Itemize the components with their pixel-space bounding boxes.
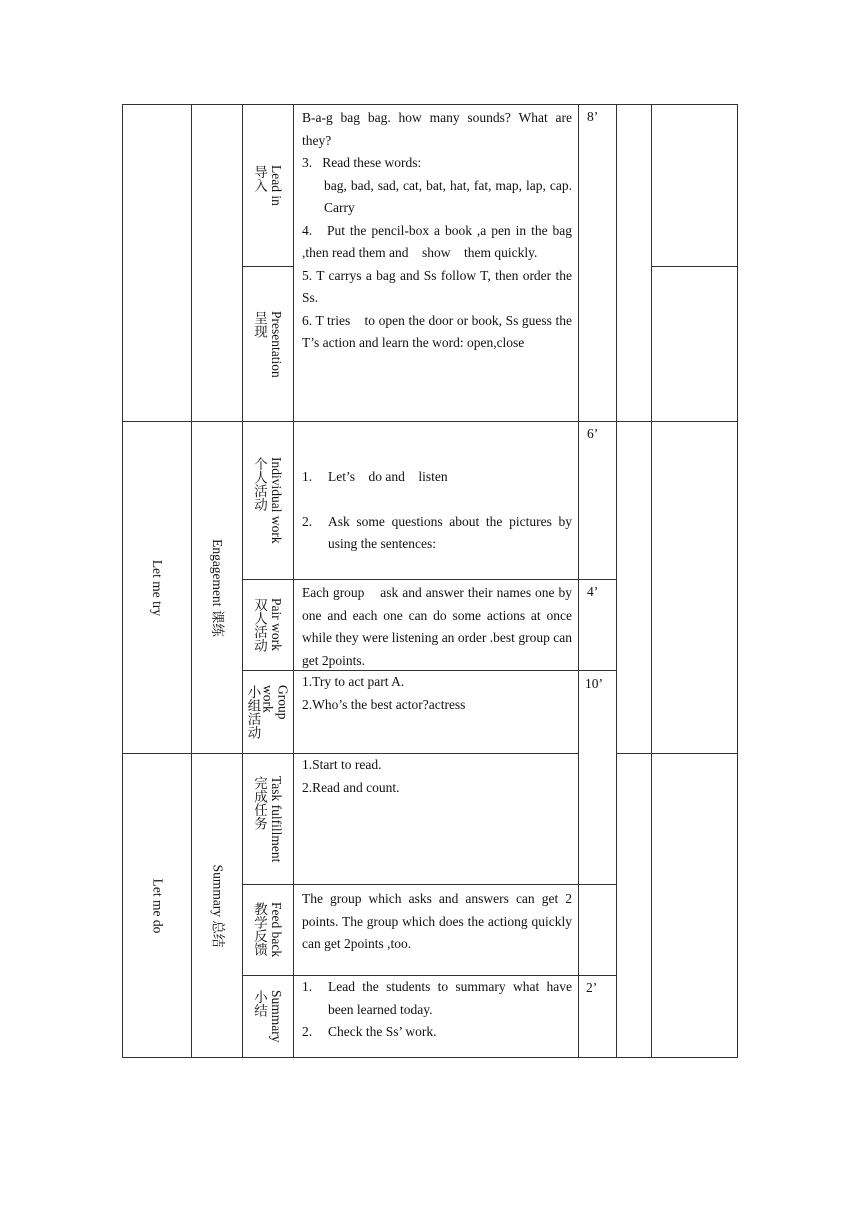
cell-s3-col6 <box>616 753 652 1058</box>
content-task <box>302 754 572 799</box>
time-summary: 2’ <box>586 980 598 995</box>
cell-s1-col7-bottom <box>651 266 738 422</box>
content-group <box>302 671 572 716</box>
individual-item-2: 2. Ask some questions about the pictures by using the sentences: <box>302 513 572 551</box>
cell-s1-col7-top <box>651 104 738 267</box>
stage-summary-zh: 小结 <box>252 990 267 1018</box>
group-line-1: 1.Try to act part A. <box>302 674 405 689</box>
cell-s3-col7 <box>651 753 738 1058</box>
section-title-let-me-try: Let me try <box>149 559 165 616</box>
stage-group-en-1: Group <box>275 685 291 720</box>
content-individual <box>302 466 572 556</box>
leadin-line-5: 5. T carrys a bag and Ss follow T, then order the Ss. <box>302 267 572 305</box>
summary-item-2: 2. Check the Ss’ work. <box>302 1024 437 1039</box>
task-line-1: 1.Start to read. <box>302 757 382 772</box>
stage-pair-en: Pair work <box>269 598 284 651</box>
stage-presentation-en: Presentation <box>269 310 284 378</box>
stage-group-zh: 小组活动 <box>245 685 261 739</box>
leadin-line-6: 6. T tries to open the door or book, Ss guess the T’s action and learn the word: open,close <box>302 312 572 350</box>
time-cell-group <box>578 670 617 885</box>
stage-individual-zh: 个人活动 <box>252 457 267 512</box>
time-cell-summary <box>578 975 617 1058</box>
cell-s1-col2 <box>191 104 243 422</box>
stage-feedback-en: Feed back <box>269 902 284 958</box>
stage-presentation <box>251 311 285 378</box>
time-cell-feedback <box>578 884 617 976</box>
stage-individual-en: Individual work <box>269 457 284 544</box>
section-title-let-me-do: Let me do <box>149 878 165 933</box>
cell-s1-col1 <box>122 104 192 422</box>
stage-individual-work <box>251 457 285 544</box>
time-lead-in: 8’ <box>587 109 599 124</box>
time-group: 10’ <box>585 676 603 691</box>
time-cell-individual <box>578 421 617 580</box>
content-lead-in <box>302 107 572 355</box>
stage-task-fulfillment <box>251 776 285 862</box>
stage-feedback-zh: 教学反馈 <box>252 902 267 957</box>
time-individual: 6’ <box>587 426 599 441</box>
stage-summary-en: Summary <box>269 990 284 1043</box>
individual-item-1: 1. Let’s do and listen <box>302 469 448 484</box>
stage-pair-work <box>251 598 285 652</box>
cell-s2-col6 <box>616 421 652 754</box>
stage-task-en: Task fulfillment <box>269 775 284 863</box>
cell-s1-col6 <box>616 104 652 422</box>
stage-lead-in-zh: 导入 <box>252 165 267 193</box>
content-pair: Each group ask and answer their names one by one and each one can do some actions at once while they were listening an order .best group can get 2points. <box>302 585 572 668</box>
stage-group-en-2: work <box>260 685 276 713</box>
group-line-2: 2.Who’s the best actor?actress <box>302 696 466 712</box>
summary-item-1: 1. Lead the students to summary what have been learned today. <box>302 979 572 1017</box>
cell-s2-col7 <box>651 421 738 754</box>
stage-presentation-zh: 呈现 <box>252 310 267 338</box>
phase-engagement: Engagement 课练 <box>210 538 226 637</box>
stage-summary <box>251 990 285 1043</box>
content-feedback: The group which asks and answers can get 2 points. The group which does the actiong quickly can get 2points ,too. <box>302 891 572 951</box>
time-cell-lead-in <box>578 104 617 422</box>
stage-lead-in-en: Lead in <box>269 165 284 206</box>
stage-lead-in <box>251 165 285 206</box>
leadin-line-1: B-a-g bag bag. how many sounds? What are they? <box>302 110 572 148</box>
task-line-2: 2.Read and count. <box>302 779 400 795</box>
stage-feed-back <box>251 902 285 957</box>
content-summary <box>302 976 572 1044</box>
stage-task-zh: 完成任务 <box>252 775 267 830</box>
stage-group-work <box>246 685 291 739</box>
stage-pair-zh: 双人活动 <box>252 598 267 652</box>
leadin-line-3: bag, bad, sad, cat, bat, hat, fat, map, lap, cap. Carry <box>324 177 572 215</box>
leadin-line-2: 3. Read these words: <box>302 155 422 170</box>
time-pair: 4’ <box>587 584 599 599</box>
phase-summary: Summary 总结 <box>210 864 225 947</box>
leadin-line-4: 4. Put the pencil-box a book ,a pen in the bag ,then read them and show them quickly. <box>302 222 572 260</box>
